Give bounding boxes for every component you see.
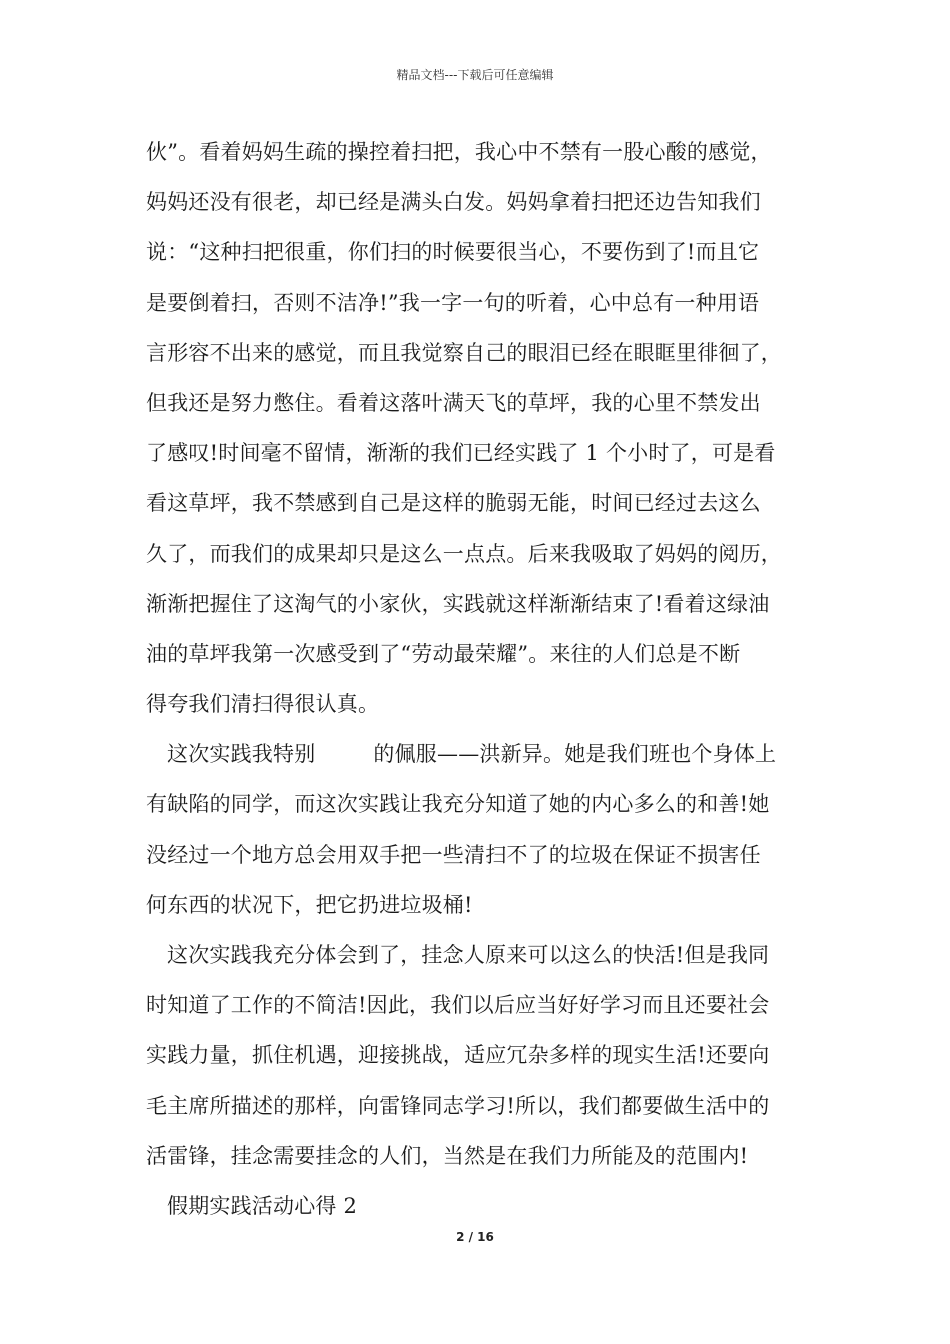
text-segment: 这次实践我特别 xyxy=(167,742,316,767)
text-line: 伙”。看着妈妈生疏的操控着扫把，我心中不禁有一股心酸的感觉， xyxy=(146,140,772,164)
text-line: 是要倒着扫，否则不洁净!”我一字一句的听着，心中总有一种用语 xyxy=(146,290,760,315)
text-line: 有缺陷的同学，而这次实践让我充分知道了她的内心多么的和善!她 xyxy=(146,792,770,817)
text-line: 实践力量，抓住机遇，迎接挑战，适应冗杂多样的现实生活!还要向 xyxy=(146,1043,770,1068)
text-line: 久了，而我们的成果却只是这么一点点。后来我吸取了妈妈的阅历， xyxy=(146,541,782,566)
document-body xyxy=(146,127,814,1231)
text-line: 毛主席所描述的那样，向雷锋同志学习!所以，我们都要做生活中的 xyxy=(146,1093,770,1118)
text-line: 妈妈还没有很老，却已经是满头白发。妈妈拿着扫把还边告知我们 xyxy=(146,190,761,215)
page-number: 2 / 16 xyxy=(456,1230,494,1244)
page-header: 精品文档---下载后可任意编辑 xyxy=(396,68,554,82)
text-line: 看这草坪，我不禁感到自己是这样的脆弱无能，时间已经过去这么 xyxy=(146,491,761,516)
text-segment: 的佩服——洪新异。她是我们班也个身体上 xyxy=(373,742,777,767)
text-line: 油的草坪我第一次感受到了“劳动最荣耀”。来往的人们总是不断 xyxy=(146,641,741,666)
text-line: 活雷锋，挂念需要挂念的人们，当然是在我们力所能及的范围内! xyxy=(146,1143,749,1168)
text-line: 了感叹!时间毫不留情，渐渐的我们已经实践了 1 个小时了，可是看 xyxy=(146,441,776,466)
text-line: 何东西的状况下，把它扔进垃圾桶! xyxy=(146,892,473,917)
section-heading: 假期实践活动心得 2 xyxy=(167,1193,358,1218)
text-line: 时知道了工作的不简洁!因此，我们以后应当好好学习而且还要社会 xyxy=(146,993,770,1018)
text-line: 说：“这种扫把很重，你们扫的时候要很当心，不要伤到了!而且它 xyxy=(146,240,760,265)
text-line: 渐渐把握住了这淘气的小家伙，实践就这样渐渐结束了!看着这绿油 xyxy=(146,591,770,616)
paragraph-first-line: 这次实践我充分体会到了，挂念人原来可以这么的快活!但是我同 xyxy=(167,943,770,967)
text-line: 但我还是努力憋住。看着这落叶满天飞的草坪，我的心里不禁发出 xyxy=(146,390,761,415)
text-line: 得夸我们清扫得很认真。 xyxy=(146,692,380,717)
text-line: 言形容不出来的感觉，而且我觉察自己的眼泪已经在眼眶里徘徊了， xyxy=(146,340,782,365)
paragraph-first-line xyxy=(146,729,814,779)
text-line: 没经过一个地方总会用双手把一些清扫不了的垃圾在保证不损害任 xyxy=(146,842,761,867)
